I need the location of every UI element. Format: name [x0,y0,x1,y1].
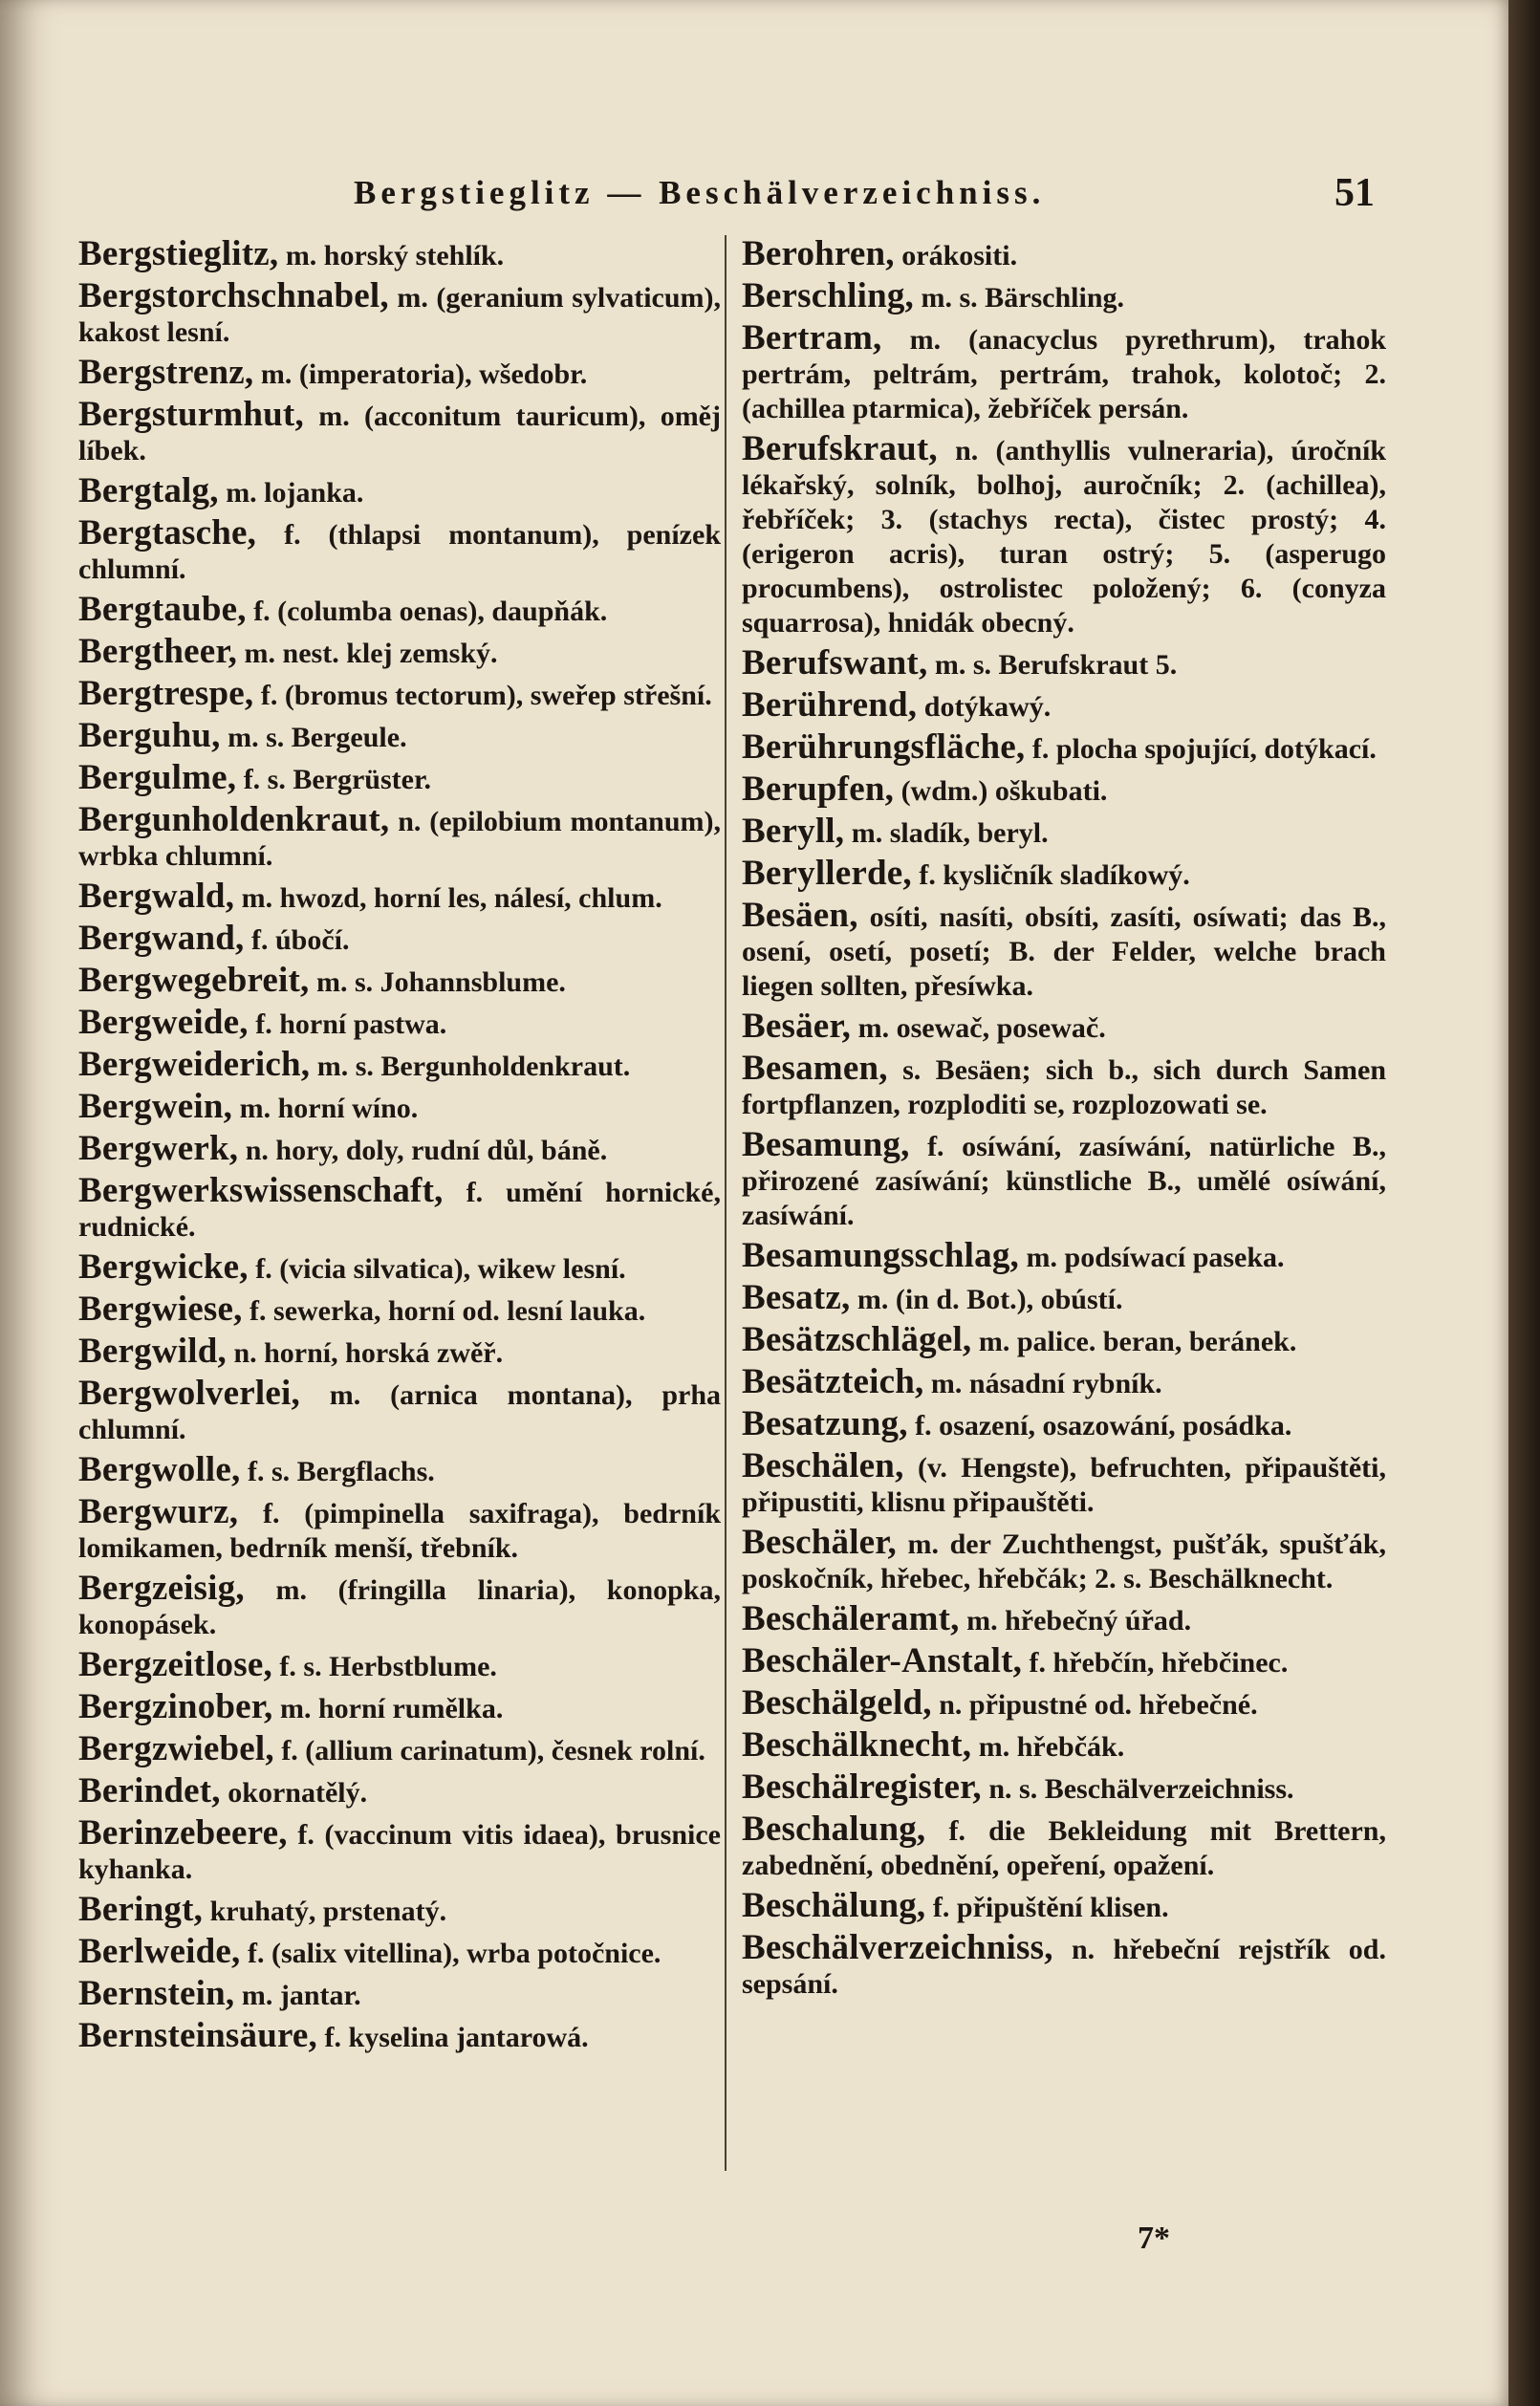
dictionary-entry [742,318,1387,426]
dictionary-entry [742,1320,1386,1359]
dictionary-entry [78,353,721,392]
entry-headword: Berührungsfläche, [742,727,1026,767]
entry-headword: Bergtasche, [78,513,257,553]
dictionary-entry [78,276,722,350]
entry-definition: m. lojanka. [226,477,364,509]
dictionary-entry [742,234,1386,273]
entry-headword: Bergstorchschnabel, [78,276,389,315]
entry-definition: n. horní, horská zwěř. [233,1337,504,1369]
entry-definition: m. násadní rybník. [930,1368,1162,1399]
entry-definition: f. s. Bergflachs. [247,1456,435,1487]
entry-definition: m. hřebčák. [978,1731,1125,1763]
entry-definition: f. úbočí. [250,924,350,956]
dictionary-entry [78,961,721,1000]
entry-definition: f. horní pastwa. [255,1008,447,1040]
entry-headword: Bergzeisig, [78,1569,245,1608]
entry-definition: m. s. Bärschling. [921,282,1125,314]
dictionary-entry [78,590,721,629]
entry-definition: f. osíwání, zasíwání, natürliche B., přirozené zasíwání; künstliche B., umělé osíwání, zasíwání. [742,1131,1387,1231]
entry-definition: f. umění hornické, rudnické. [78,1177,721,1243]
dictionary-entry [742,1767,1386,1807]
entry-headword: Beschälregister, [742,1767,982,1807]
entry-definition: m. nest. klej zemský. [244,638,498,669]
entry-headword: Beryllerde, [742,854,912,893]
entry-headword: Bergsturmhut, [78,395,304,434]
dictionary-entry [78,1974,721,2013]
dictionary-entry [78,1571,721,1642]
dictionary-entry [78,1729,721,1768]
entry-definition: f. s. Herbstblume. [279,1651,497,1682]
entry-headword: Bergulme, [78,758,237,797]
dictionary-entry [742,727,1386,767]
dictionary-entry [78,1292,721,1329]
entry-definition: m. horní rumělka. [279,1693,504,1724]
dictionary-entry [742,1725,1386,1765]
dictionary-entry [78,1087,721,1126]
dictionary-entry [78,471,721,510]
dictionary-entry [742,429,1387,640]
dictionary-entry [78,1129,721,1168]
entry-headword: Berlweide, [78,1932,241,1971]
dictionary-entry [78,879,721,916]
entry-headword: Bergwolle, [78,1450,241,1489]
dictionary-entry [78,1932,721,1971]
entry-headword: Bergwein, [78,1087,233,1126]
entry-definition: f. (allium carinatum), česnek rolní. [281,1735,705,1767]
dictionary-entry [742,1125,1387,1233]
entry-definition: n. připustné od. hřebečné. [939,1689,1258,1721]
left-column [78,234,722,2061]
entry-headword: Bergtalg, [78,471,219,510]
entry-definition: f. die Bekleidung mit Brettern, zabednění, obednění, opeření, opažení. [742,1815,1386,1881]
dictionary-entry [78,1376,721,1447]
entry-definition: m. hwozd, horní les, nálesí, chlum. [241,882,662,914]
dictionary-entry [742,1928,1386,2002]
entry-definition: f. (salix vitellina), wrba potočnice. [247,1938,662,1969]
entry-definition: m. s. Berufskraut 5. [934,649,1178,681]
dictionary-entry [742,856,1386,893]
entry-definition: f. s. Bergrüster. [243,764,432,795]
entry-headword: Bergwegebreit, [78,961,310,1000]
entry-definition: m. podsíwací paseka. [1026,1242,1285,1273]
dictionary-entry [742,1683,1386,1723]
entry-definition: m. osewač, posewač. [857,1012,1106,1044]
entry-headword: Berschling, [742,276,915,315]
entry-definition: m. s. Bergunholdenkraut. [316,1051,631,1082]
entry-headword: Besatzung, [742,1404,908,1443]
dictionary-entry [78,1771,721,1810]
entry-headword: Bergstrenz, [78,353,254,392]
dictionary-entry [78,1813,721,1887]
dictionary-entry [742,1404,1386,1443]
entry-headword: Berufswant, [742,643,928,683]
entry-headword: Bergtheer, [78,632,238,671]
entry-definition: m. der Zuchthengst, pušťák, spušťák, poskočník, hřebec, hřebčák; 2. s. Beschälknecht. [742,1528,1386,1594]
dictionary-entry [742,1362,1386,1401]
entry-headword: Besatz, [742,1278,851,1317]
entry-definition: kruhatý, prstenatý. [209,1896,447,1927]
entry-definition: (v. Hengste), befruchten, připauštěti, připustiti, klisnu připauštěti. [742,1452,1387,1518]
dictionary-entry [78,800,721,874]
entry-definition: f. připuštění klisen. [932,1892,1169,1923]
entry-headword: Bergwolverlei, [78,1374,300,1413]
entry-headword: Beschälknecht, [742,1725,972,1765]
dictionary-entry [78,632,721,671]
entry-headword: Bergzwiebel, [78,1729,274,1768]
entry-headword: Beschäleramt, [742,1599,960,1638]
entry-definition: f. sewerka, horní od. lesní lauka. [249,1295,646,1327]
entry-definition: m. hřebečný úřad. [966,1605,1192,1637]
dictionary-entry [742,276,1386,315]
entry-headword: Bergwiese, [78,1290,243,1329]
entry-headword: Besamung, [742,1125,910,1164]
entry-definition: f. (vaccinum vitis idaea), brusnice kyhanka. [78,1819,721,1885]
entry-headword: Bernstein, [78,1974,235,2013]
entry-definition: m. (imperatoria), wšedobr. [260,358,588,390]
entry-definition: okornatělý. [228,1777,368,1809]
entry-definition: m. jantar. [241,1980,361,2011]
entry-definition: f. kysličník sladíkowý. [919,859,1190,891]
entry-headword: Beschäler-Anstalt, [742,1641,1023,1680]
entry-headword: Beschälverzeichniss, [742,1928,1053,1967]
entry-headword: Berührend, [742,685,918,725]
entry-definition: dotýkawý. [923,691,1052,723]
dictionary-entry [742,769,1386,809]
entry-headword: Beryll, [742,812,845,851]
entry-definition: f. (thlapsi montanum), penízek chlumní. [78,519,721,585]
entry-headword: Bergstieglitz, [78,234,279,273]
entry-definition: f. (vicia silvatica), wikew lesní. [255,1253,626,1285]
entry-headword: Berguhu, [78,716,221,755]
entry-headword: Berupfen, [742,769,895,809]
entry-definition: m. (arnica montana), prha chlumní. [78,1379,721,1445]
entry-headword: Bertram, [742,318,882,358]
entry-definition: orákositi. [901,240,1018,271]
dictionary-entry [78,1171,721,1245]
entry-headword: Berindet, [78,1771,221,1810]
entry-headword: Berufskraut, [742,429,938,468]
dictionary-entry [78,1645,721,1684]
dictionary-entry [742,1599,1386,1638]
dictionary-entry [742,1009,1386,1046]
entry-definition: n. hory, doly, rudní důl, báně. [245,1135,608,1166]
entry-definition: m. sladík, beryl. [851,817,1049,849]
dictionary-entry [78,1687,721,1726]
dictionary-entry [742,1051,1386,1122]
entry-headword: Beschalung, [742,1810,926,1849]
entry-headword: Besäen, [742,896,858,935]
entry-headword: Bergtaube, [78,590,247,629]
entry-headword: Bergwerkswissenschaft, [78,1171,444,1210]
dictionary-entry [78,1334,721,1371]
entry-headword: Bergweide, [78,1003,249,1042]
entry-headword: Bergzinober, [78,1687,273,1726]
dictionary-entry [742,685,1386,725]
entry-headword: Bergwerk, [78,1129,239,1168]
column-divider [725,235,727,2171]
dictionary-entry [742,814,1386,851]
entry-definition: m. (acconitum tauricum), oměj líbek. [78,401,721,466]
entry-headword: Besäer, [742,1007,852,1046]
entry-definition: m. horský stehlík. [285,240,505,271]
dictionary-entry [78,1890,721,1929]
entry-headword: Bernsteinsäure, [78,2016,318,2055]
entry-headword: Beschälung, [742,1886,926,1925]
dictionary-entry [742,1236,1386,1275]
entry-headword: Bergwicke, [78,1247,249,1287]
entry-definition: f. kyselina jantarowá. [324,2022,589,2053]
entry-headword: Besamen, [742,1049,888,1088]
dictionary-entry [78,395,721,468]
dictionary-entry [78,716,721,755]
page-number: 51 [1334,171,1375,215]
dictionary-entry [78,1045,721,1084]
entry-definition: m. s. Johannsblume. [316,966,566,998]
dictionary-entry [78,921,721,958]
entry-definition: f. (bromus tectorum), sweřep střešní. [260,680,712,711]
dictionary-entry [742,896,1386,1004]
entry-headword: Beringt, [78,1890,204,1929]
entry-headword: Berinzebeere, [78,1813,288,1853]
entry-definition: m. palice. beran, beránek. [978,1326,1297,1357]
entry-definition: n. (epilobium montanum), wrbka chlumní. [78,806,721,872]
entry-definition: f. osazení, osazowání, posádka. [915,1410,1292,1441]
entry-headword: Besätzschlägel, [742,1320,972,1359]
entry-definition: m. (geranium sylvaticum), kakost lesní. [78,282,722,348]
dictionary-entry [742,1446,1387,1520]
entry-headword: Beschälgeld, [742,1683,932,1723]
dictionary-entry [742,1886,1386,1925]
dictionary-entry [78,1450,721,1489]
entry-headword: Beschälen, [742,1446,904,1485]
entry-definition: f. plocha spojující, dotýkací. [1031,733,1377,765]
dictionary-entry [742,1278,1386,1317]
entry-definition: m. s. Bergeule. [228,722,407,753]
entry-definition: n. hřebeční rejstřík od. sepsání. [742,1934,1386,2000]
dictionary-entry [78,2016,721,2055]
dictionary-entry [742,643,1386,683]
entry-headword: Bergweiderich, [78,1045,311,1084]
entry-definition: s. Besäen; sich b., sich durch Samen fortpflanzen, rozploditi se, rozplozowati se. [742,1054,1387,1120]
entry-definition: m. (anacyclus pyrethrum), trahok pertrám, peltrám, pertrám, trahok, kolotoč; 2. (achillea ptarmica), žebříček persán. [742,324,1387,424]
entry-definition: (wdm.) oškubati. [900,775,1108,807]
entry-headword: Bergwald, [78,877,235,916]
entry-headword: Besätzteich, [742,1362,924,1401]
page-edge-shadow [1508,0,1540,2406]
dictionary-entry [78,758,721,797]
entry-definition: n. s. Beschälverzeichniss. [988,1773,1294,1805]
dictionary-entry [742,1641,1386,1680]
entry-headword: Bergwurz, [78,1492,239,1531]
entry-headword: Bergzeitlose, [78,1645,272,1684]
entry-definition: n. (anthyllis vulneraria), úročník lékařský, solník, bolhoj, auročník; 2. (achillea), řebříček; 3. (stachys recta), čistec prostý; 4. (erigeron acris), turan ostrý; 5. (asperugo procumbens), ostrolistec položený; 6. (conyza squarrosa), hnidák obecný. [742,435,1387,639]
entry-headword: Bergwand, [78,919,245,958]
entry-headword: Bergunholdenkraut, [78,800,390,839]
entry-definition: m. (fringilla linaria), konopka, konopásek. [78,1574,722,1640]
entry-headword: Beschäler, [742,1523,897,1562]
entry-definition: f. (pimpinella saxifraga), bedrník lomikamen, bedrník menší, třebník. [78,1498,721,1564]
dictionary-entry [78,674,721,713]
entry-headword: Bergwild, [78,1332,227,1371]
entry-headword: Bergtrespe, [78,674,254,713]
running-head: Bergstieglitz — Beschälverzeichniss. [354,174,1046,211]
entry-definition: m. horní wíno. [239,1093,419,1124]
entry-headword: Besamungsschlag, [742,1236,1020,1275]
entry-headword: Berohren, [742,234,895,273]
signature-mark: 7* [1138,2221,1170,2256]
dictionary-entry [742,1523,1386,1596]
dictionary-entry [742,1812,1386,1883]
dictionary-entry [78,1492,721,1566]
dictionary-entry [78,513,721,587]
dictionary-entry [78,1247,721,1287]
entry-definition: osíti, nasíti, obsíti, zasíti, osíwati; das B., osení, osetí, posetí; B. der Felder, welche brach liegen sollten, přesíwka. [742,901,1386,1002]
entry-definition: f. hřebčín, hřebčinec. [1029,1647,1289,1679]
entry-definition: m. (in d. Bot.), obústí. [857,1284,1123,1315]
dictionary-entry [78,1003,721,1042]
right-column [742,234,1387,2007]
dictionary-entry [78,234,721,273]
entry-definition: f. (columba oenas), daupňák. [253,596,608,627]
